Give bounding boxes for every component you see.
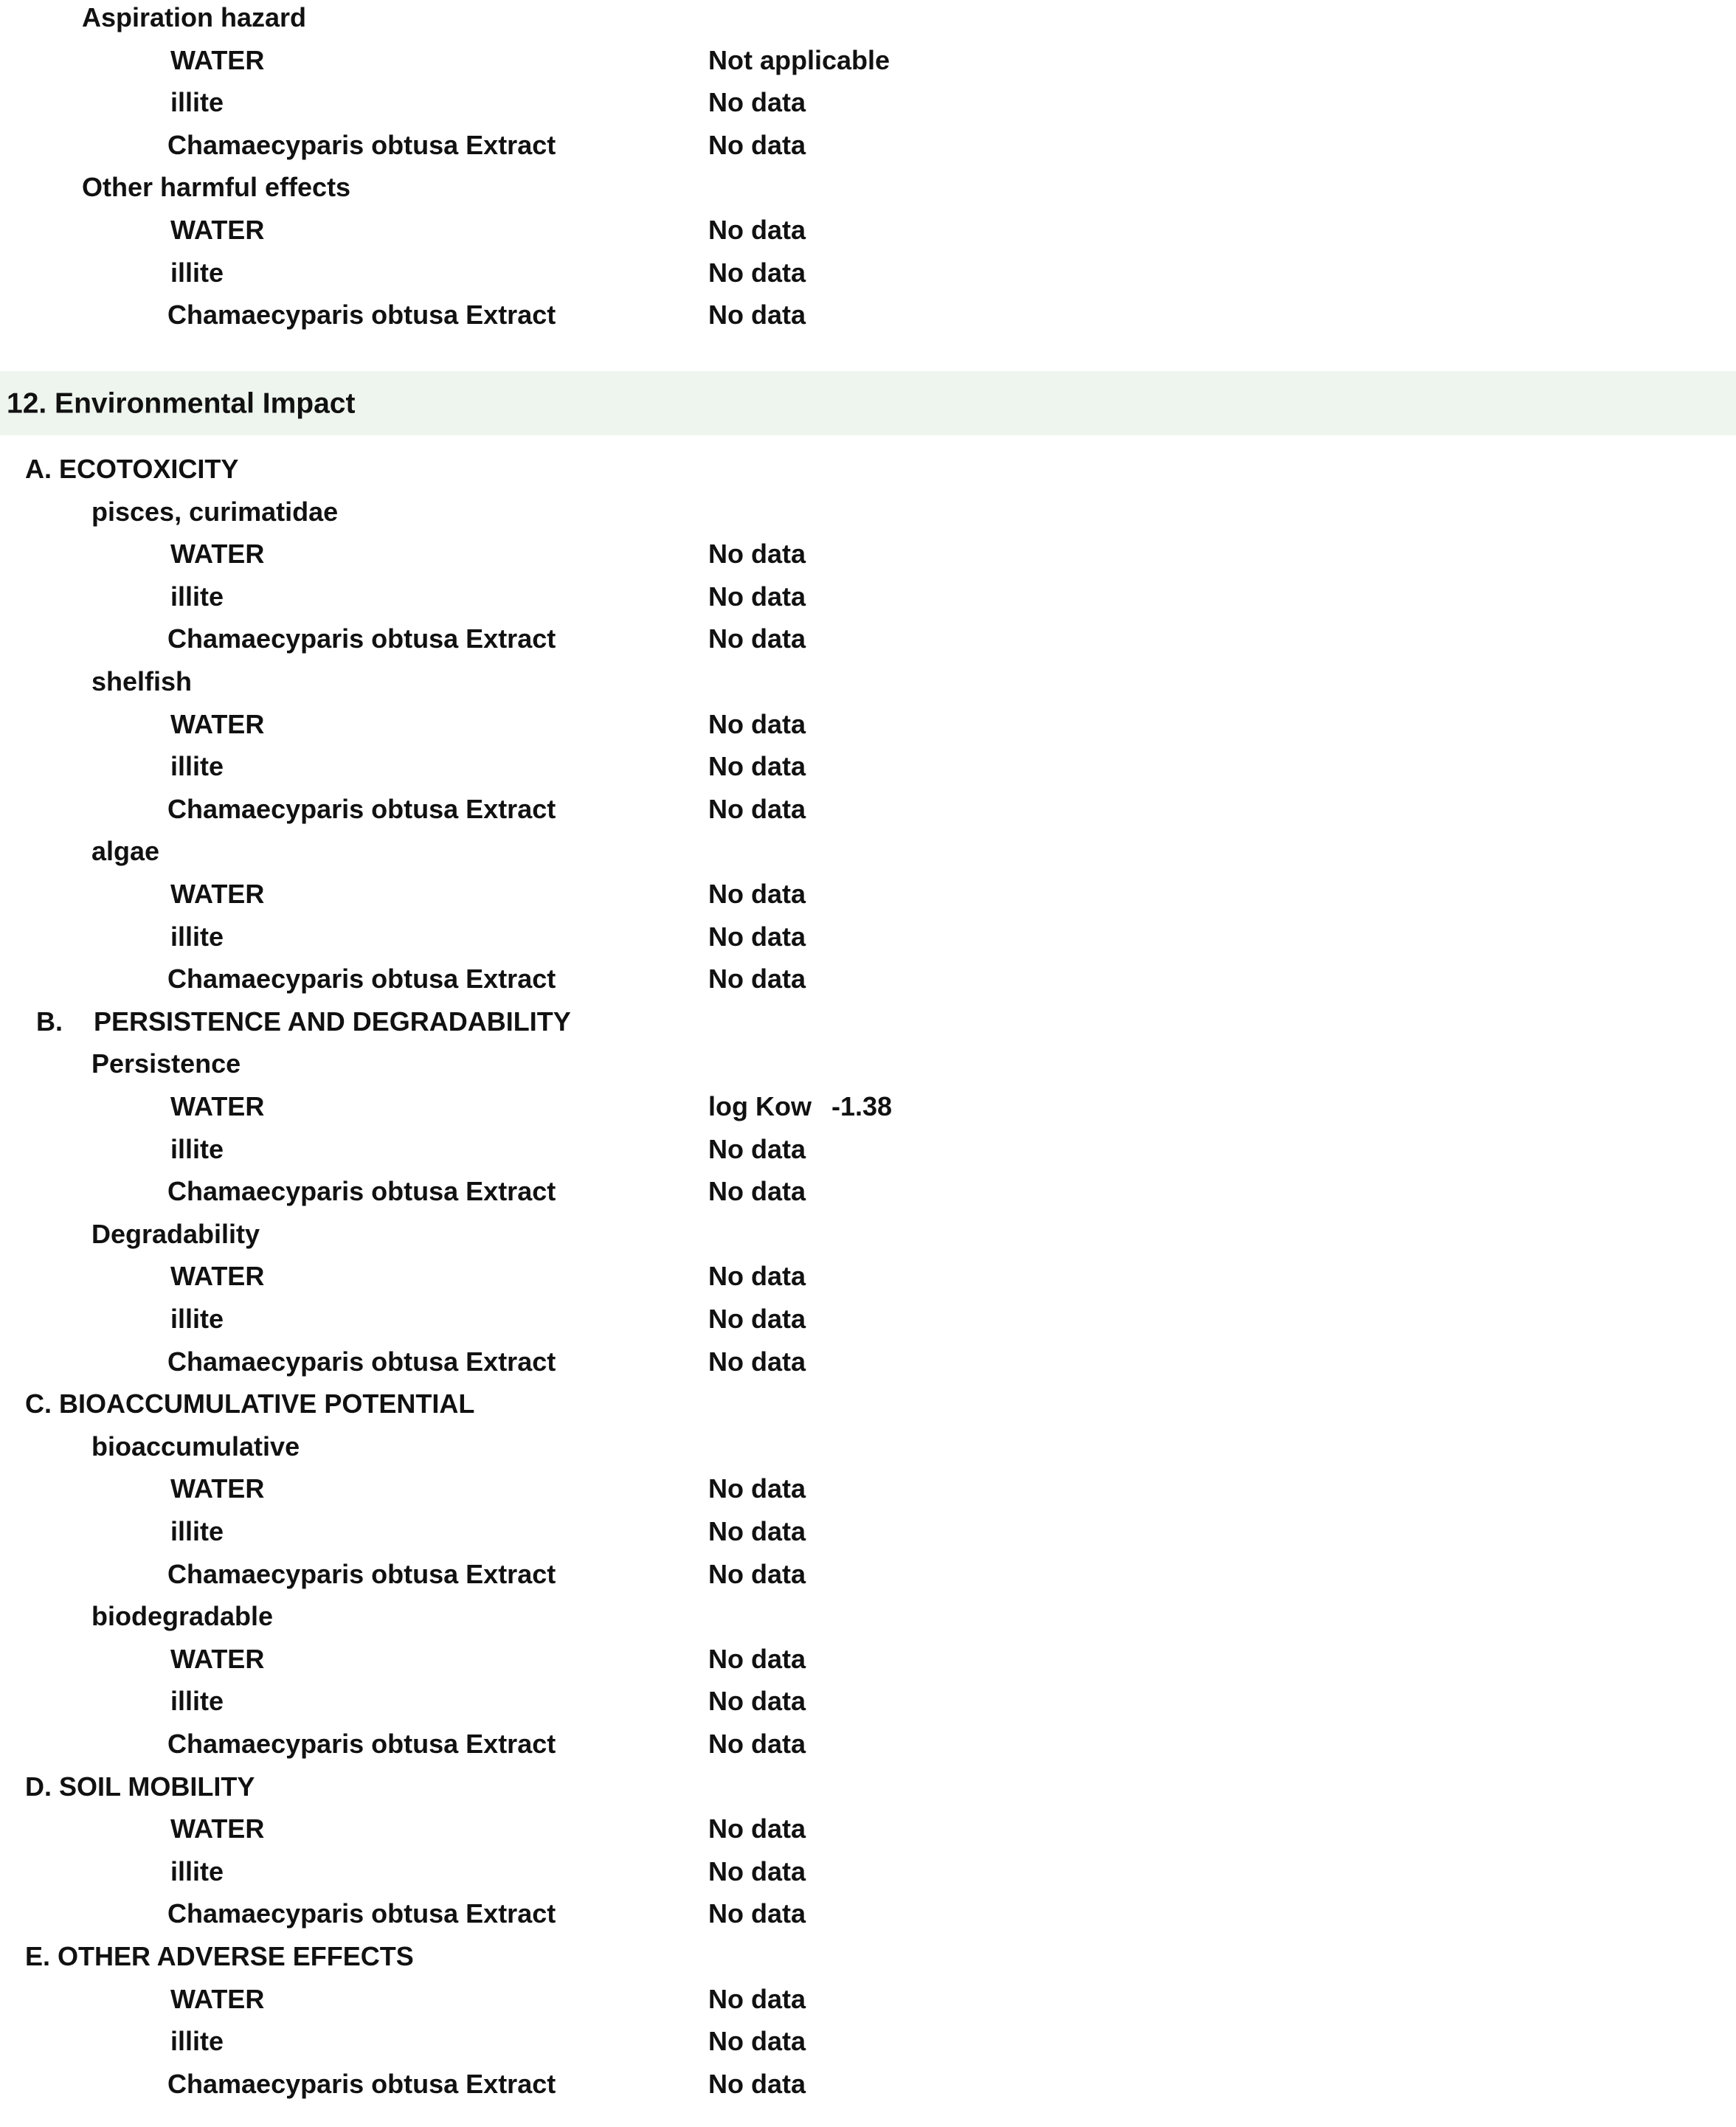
substance-row [0,1170,1736,1213]
substance-row [0,1808,1736,1850]
substance-value: No data [708,878,806,909]
subsection-label: PERSISTENCE AND DEGRADABILITY [94,1006,571,1037]
subsection-marker: B. [36,1006,63,1037]
category-label-row [0,831,1736,874]
substance-value: No data [708,623,806,654]
substance-name: Chamaecyparis obtusa Extract [167,1176,556,1207]
substance-value: No data [708,1133,806,1164]
substance-value-number: -1.38 [831,1090,893,1121]
substance-value: No data [708,1728,806,1759]
category-label-row [0,491,1736,533]
category-label-row [0,1425,1736,1468]
substance-value: No data [708,793,806,824]
category-label: Degradability [91,1218,260,1249]
substance-value: No data [708,129,806,160]
category-label: pisces, curimatidae [91,496,339,527]
substance-name: illite [170,1515,224,1546]
substance-row [0,1128,1736,1171]
substance-value: No data [708,751,806,782]
substance-value: No data [708,539,806,570]
substance-name: WATER [170,1813,265,1844]
group-heading [0,0,1736,39]
substance-name: Chamaecyparis obtusa Extract [167,300,556,331]
substance-name: Chamaecyparis obtusa Extract [167,1558,556,1589]
substance-name: WATER [170,1090,265,1121]
substance-name: WATER [170,1643,265,1674]
substance-value: No data [708,1898,806,1929]
substance-name: illite [170,257,224,288]
category-label: biodegradable [91,1601,274,1632]
section-title: 12. Environmental Impact [7,387,356,419]
substance-row [0,703,1736,746]
substance-name: WATER [170,539,265,570]
substance-name: WATER [170,44,265,75]
substance-row [0,1341,1736,1383]
substance-row [0,39,1736,82]
substance-row [0,1978,1736,2021]
substance-name: WATER [170,878,265,909]
subsection-heading [0,1000,1736,1043]
substance-row [0,1298,1736,1341]
subsection-label: E. OTHER ADVERSE EFFECTS [25,1940,414,1971]
substance-name: WATER [170,1473,265,1504]
substance-row [0,873,1736,916]
substance-name: illite [170,921,224,952]
substance-value: No data [708,1643,806,1674]
group-heading [0,167,1736,210]
substance-row [0,1256,1736,1298]
substance-name: Chamaecyparis obtusa Extract [167,623,556,654]
substance-row [0,788,1736,831]
substance-row [0,575,1736,618]
substance-row [0,1510,1736,1553]
substance-name: Chamaecyparis obtusa Extract [167,1728,556,1759]
substance-value: No data [708,1813,806,1844]
category-label-row [0,1595,1736,1638]
substance-value: No data [708,1473,806,1504]
substance-row [0,1468,1736,1511]
group-label: Aspiration hazard [82,2,307,32]
substance-value: No data [708,1176,806,1207]
category-label: Persistence [91,1048,241,1079]
subsection-label: D. SOIL MOBILITY [25,1771,255,1802]
substance-name: WATER [170,708,265,739]
substance-value: No data [708,1303,806,1334]
substance-row [0,1085,1736,1128]
subsection-heading [0,1383,1736,1425]
substance-value: No data [708,1515,806,1546]
subsection-heading [0,448,1736,491]
substance-value: No data [708,921,806,952]
substance-row [0,1638,1736,1681]
substance-row [0,533,1736,575]
substance-row [0,618,1736,661]
category-label-row [0,1043,1736,1086]
subsection-label: C. BIOACCUMULATIVE POTENTIAL [25,1388,475,1419]
substance-name: illite [170,581,224,612]
substance-name: WATER [170,1261,265,1292]
substance-row [0,1553,1736,1596]
substance-value: No data [708,1261,806,1292]
substance-row [0,1850,1736,1893]
substance-row [0,1681,1736,1723]
substance-name: WATER [170,214,265,245]
substance-row [0,294,1736,336]
substance-value: No data [708,2026,806,2057]
substance-row [0,2063,1736,2106]
substance-row [0,958,1736,1000]
category-label: algae [91,836,160,867]
substance-name: illite [170,1855,224,1886]
substance-name: illite [170,1686,224,1717]
substance-name: illite [170,1303,224,1334]
substance-value: Not applicable [708,44,891,75]
category-label-row [0,1213,1736,1256]
substance-name: Chamaecyparis obtusa Extract [167,1346,556,1377]
substance-row [0,1723,1736,1765]
substance-value: No data [708,1558,806,1589]
substance-value: No data [708,964,806,995]
substance-row [0,916,1736,958]
substance-value: No data [708,581,806,612]
category-label: shelfish [91,665,193,696]
substance-name: illite [170,751,224,782]
substance-name: Chamaecyparis obtusa Extract [167,964,556,995]
substance-name: Chamaecyparis obtusa Extract [167,2068,556,2099]
substance-value: No data [708,2068,806,2099]
substance-value: No data [708,300,806,331]
substance-row [0,745,1736,788]
substance-value: No data [708,87,806,118]
substance-value: No data [708,1983,806,2014]
substance-name: illite [170,2026,224,2057]
substance-row [0,81,1736,124]
substance-row [0,252,1736,294]
substance-row [0,209,1736,252]
substance-value: No data [708,1346,806,1377]
substance-value: log Kow [708,1090,812,1121]
subsection-heading [0,1935,1736,1978]
substance-value: No data [708,1686,806,1717]
substance-value: No data [708,214,806,245]
substance-name: illite [170,1133,224,1164]
subsection-label: A. ECOTOXICITY [25,453,239,484]
substance-value: No data [708,257,806,288]
section-header-environmental-impact [0,371,1736,435]
substance-value: No data [708,708,806,739]
substance-name: Chamaecyparis obtusa Extract [167,793,556,824]
substance-name: Chamaecyparis obtusa Extract [167,1898,556,1929]
group-label: Other harmful effects [82,172,351,203]
substance-value: No data [708,1855,806,1886]
subsection-heading [0,1765,1736,1808]
substance-name: illite [170,87,224,118]
substance-name: Chamaecyparis obtusa Extract [167,129,556,160]
category-label: bioaccumulative [91,1431,300,1462]
category-label-row [0,660,1736,703]
substance-name: WATER [170,1983,265,2014]
substance-row [0,2020,1736,2063]
substance-row [0,124,1736,167]
substance-row [0,1893,1736,1936]
